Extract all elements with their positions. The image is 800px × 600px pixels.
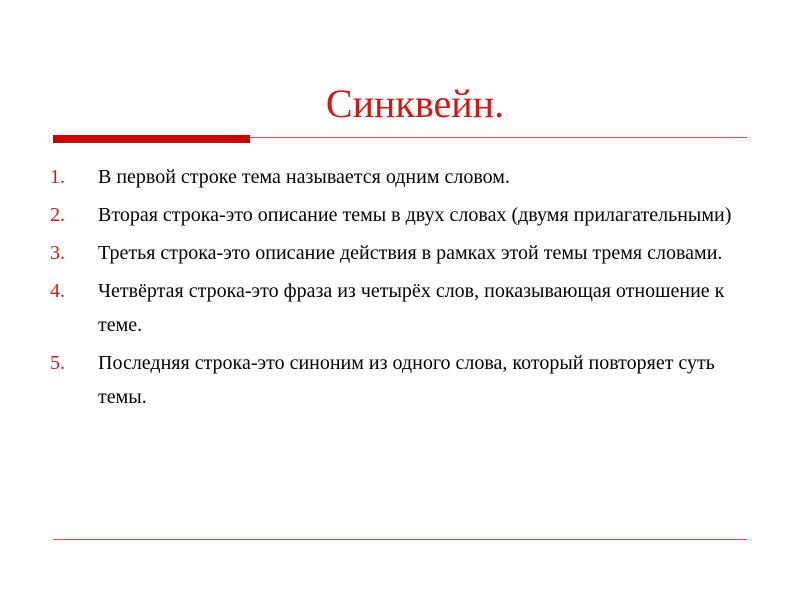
list-item-text: Четвёртая строка-это фраза из четырёх слов, показывающая отношение к теме.	[98, 280, 725, 336]
title-underline-thin	[250, 137, 747, 138]
list-item-text: Вторая строка-это описание темы в двух словах (двумя прилагательными)	[98, 204, 732, 226]
list-item-number: 5.	[50, 352, 65, 374]
list-item-text: В первой строке тема называется одним словом.	[98, 166, 510, 188]
list-item-text: Последняя строка-это синоним из одного слова, который повторяет суть темы.	[98, 352, 715, 408]
list-item	[50, 236, 750, 270]
list-item	[50, 346, 750, 414]
list-item-number: 2.	[50, 204, 65, 226]
list-item	[50, 160, 750, 194]
list-item-number: 3.	[50, 242, 65, 264]
list-item-number: 4.	[50, 280, 65, 302]
list-item-text: Третья строка-это описание действия в рамках этой темы тремя словами.	[98, 242, 723, 264]
slide-title: Синквейн.	[325, 81, 505, 126]
footer-divider	[53, 539, 747, 540]
title-underline-thick	[53, 135, 250, 143]
list-item-number: 1.	[50, 166, 65, 188]
list-item	[50, 198, 750, 232]
list-item	[50, 274, 750, 342]
numbered-list	[50, 160, 750, 418]
